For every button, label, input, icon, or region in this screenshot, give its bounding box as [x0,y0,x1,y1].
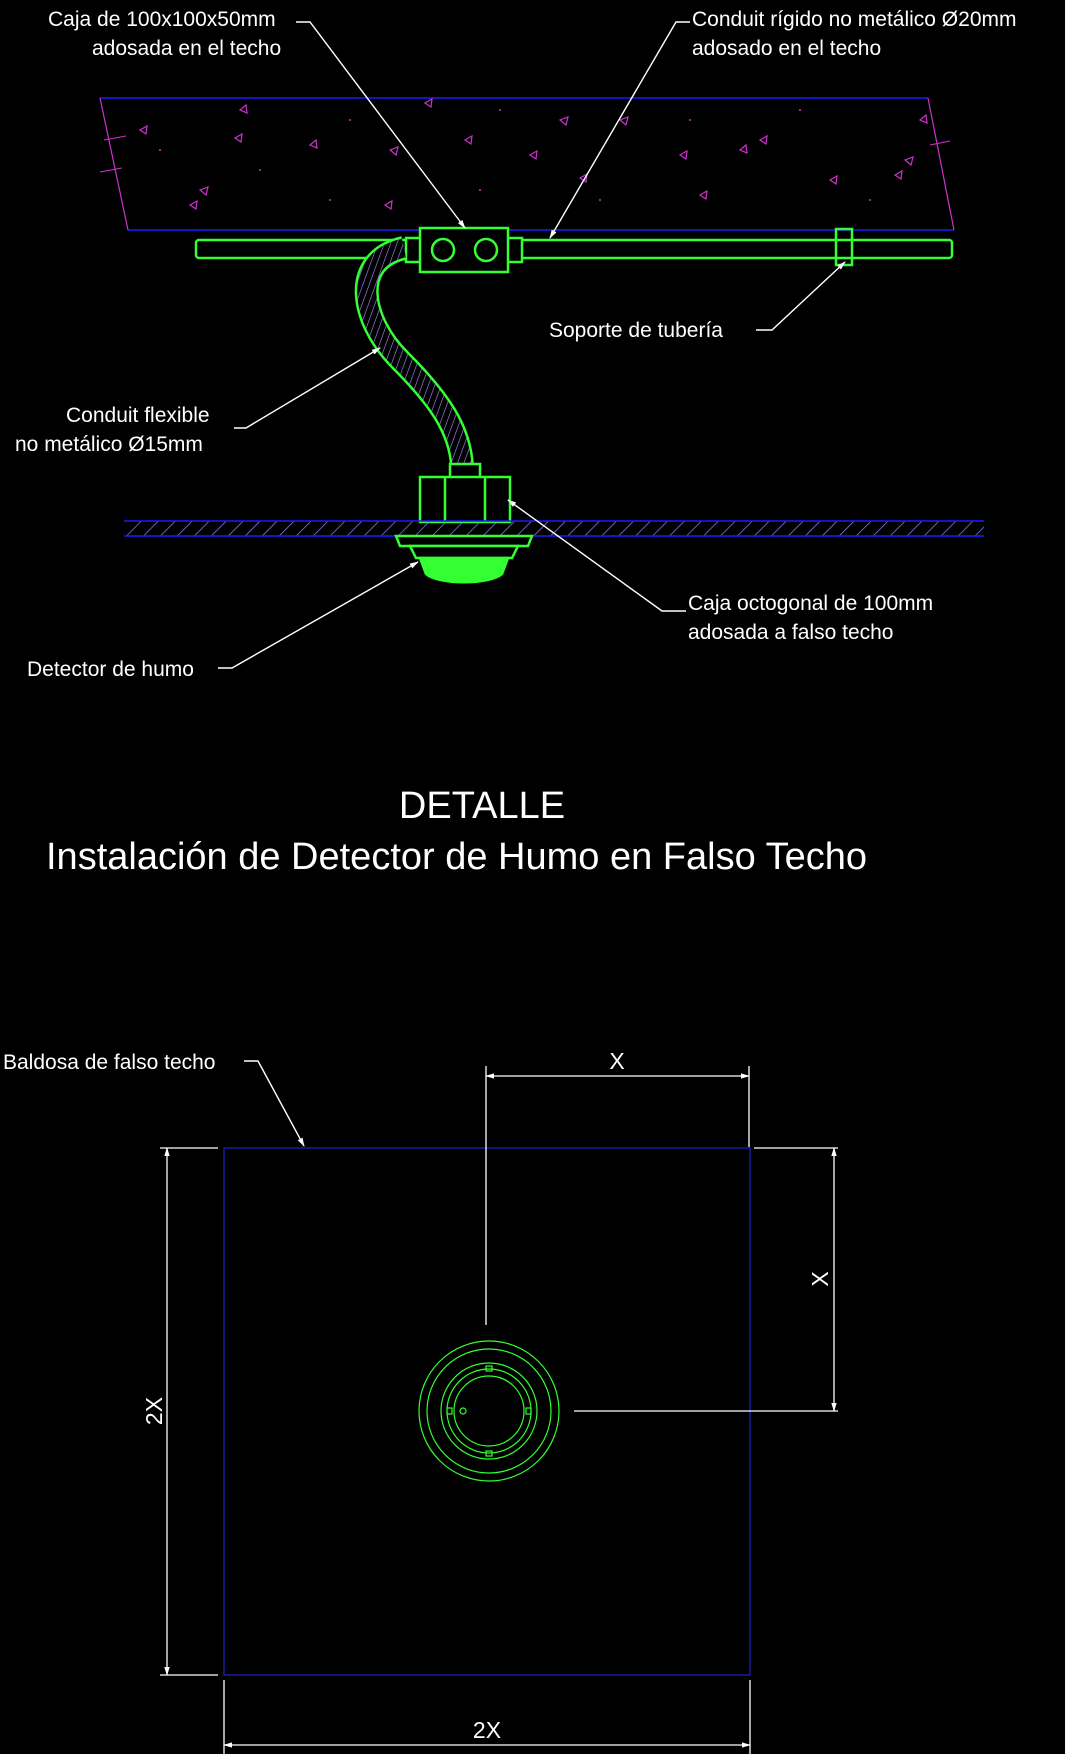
dim-right-x: X [807,1271,833,1287]
label-flex-conduit-1: Conduit flexible [66,404,210,427]
leader-octagonal-box [508,500,686,611]
label-pipe-support: Soporte de tubería [549,319,723,342]
flexible-conduit [367,248,462,466]
dim-top-x: X [609,1048,625,1074]
label-box-ceiling-2: adosada en el techo [92,37,282,60]
label-rigid-conduit-1: Conduit rígido no metálico Ø20mm [692,8,1017,31]
leader-smoke-detector [218,562,418,668]
label-box-ceiling-1: Caja de 100x100x50mm [48,8,276,31]
concrete-slab [100,98,954,230]
label-octagonal-box-1: Caja octogonal de 100mm [688,592,934,615]
label-rigid-conduit-2: adosado en el techo [692,37,882,60]
dimension-lines [160,1066,838,1754]
pipe-support [836,229,852,265]
ceiling-junction-box [406,228,522,272]
leader-pipe-support [756,262,845,330]
octagonal-box [420,464,510,522]
smoke-detector [396,536,532,582]
label-flex-conduit-2: no metálico Ø15mm [15,433,203,456]
dim-bottom-2x: 2X [472,1717,502,1743]
title-detalle: DETALLE [398,785,566,827]
detector-plan-view [419,1341,559,1481]
dim-left-2x: 2X [141,1396,167,1426]
leader-ceiling-tile [244,1061,304,1146]
label-smoke-detector: Detector de humo [27,658,194,681]
label-ceiling-tile: Baldosa de falso techo [3,1051,216,1074]
title-instalacion: Instalación de Detector de Humo en Falso Techo [46,836,867,878]
rigid-conduit [196,240,952,258]
leader-flex-conduit [234,348,380,428]
label-octagonal-box-2: adosada a falso techo [688,621,894,644]
